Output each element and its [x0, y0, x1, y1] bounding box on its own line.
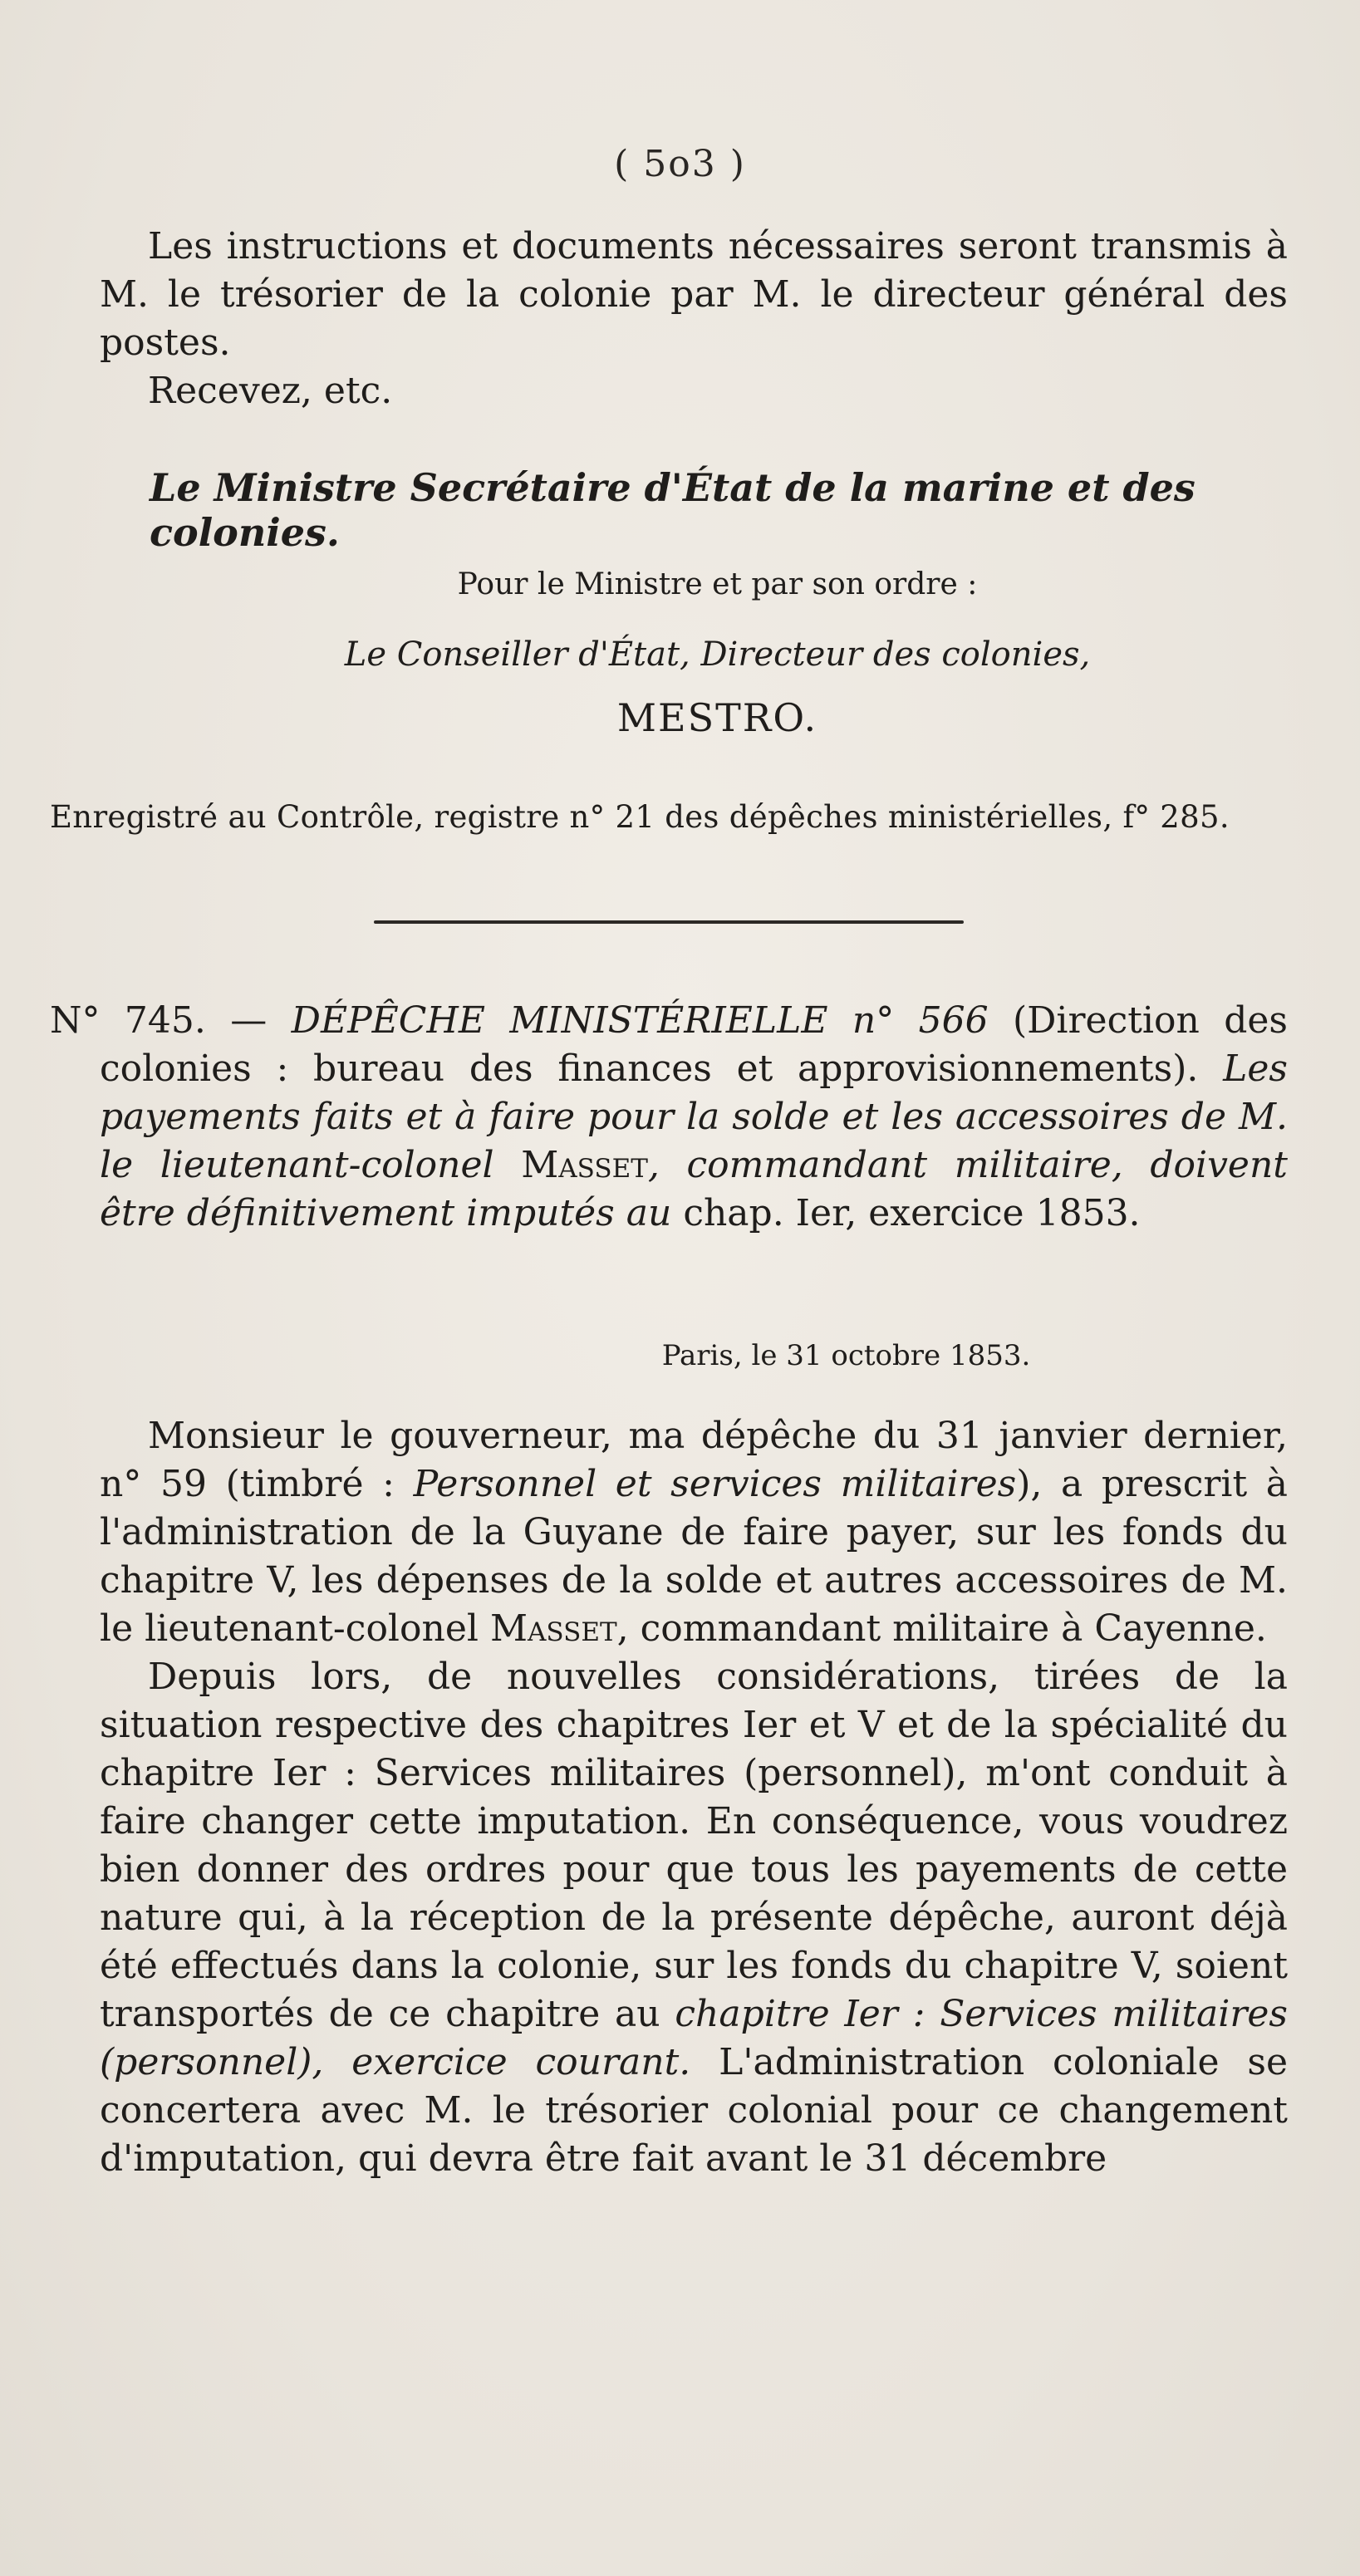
- dispatch-ref: n° 566: [852, 999, 989, 1042]
- dispatch-number: N° 745. —: [50, 999, 268, 1042]
- dispatch-body: [100, 1412, 1288, 2183]
- body-paragraph-1: [100, 1412, 1288, 1653]
- dispatch-subject-tail: chap. Ier, exercice 1853.: [683, 1192, 1141, 1234]
- dispatch-subject-name: Masset: [521, 1144, 648, 1186]
- body-p2-start: Depuis lors, de nouvelles considérations, tirées de la situation respective des chapitres Ier et V et de la spécialité du chapitre Ier : Services militaires (personnel), m'ont conduit à faire changer cette imputation. En conséquence, vous voudrez bien donner des ordres pour que tous les payements de cette nature qui, à la réception de la présente dépêche, auront déjà été effectués dans la colonie, sur les fonds du chapitre V, soient transportés de ce chapitre au: [100, 1656, 1288, 2035]
- dispatch-subject-continued: , commandant militaire, doivent être définitivement imputés au: [100, 1144, 1288, 1234]
- body-p1-end: , commandant militaire à Cayenne.: [616, 1607, 1267, 1650]
- signatory-name: MESTRO.: [616, 695, 818, 740]
- heading-paragraph: [50, 997, 1288, 1238]
- minister-title: Le Ministre Secrétaire d'État de la marine et des colonies.: [150, 465, 1196, 555]
- section-divider: [374, 920, 964, 924]
- intro-paragraph: [100, 223, 1288, 367]
- by-order-line: Pour le Ministre et par son ordre :: [457, 567, 978, 601]
- body-p1-italic: Personnel et services militaires: [413, 1463, 1017, 1505]
- body-p2-italic: chapitre Ier : Services militaires (personnel), exercice courant.: [100, 1993, 1288, 2083]
- body-p1-name: Masset: [489, 1607, 617, 1650]
- dispatch-subject: Les payements faits et à faire pour la solde et les accessoires de M. le lieutenant-colonel: [100, 1048, 1288, 1186]
- body-p2-end: L'administration coloniale se concertera avec M. le trésorier colonial pour ce changement d'imputation, qui devra être fait avant le 31 décembre: [100, 2041, 1288, 2180]
- intro-text: Les instructions et documents nécessaires seront transmis à M. le trésorier de la colonie par M. le directeur général des postes.: [100, 225, 1288, 364]
- registration-note: Enregistré au Contrôle, registre n° 21 des dépêches ministérielles, f° 285.: [50, 799, 1230, 835]
- dispatch-direction: (Direction des colonies : bureau des finances et approvisionnements).: [100, 999, 1288, 1090]
- dispatch-title: DÉPÊCHE MINISTÉRIELLE: [291, 999, 828, 1042]
- dispatch-heading: [50, 997, 1288, 1238]
- closing-text: Recevez, etc.: [148, 370, 393, 412]
- body-paragraph-2: [100, 1653, 1288, 2183]
- body-p1-start: Monsieur le gouverneur, ma dépêche du 31 janvier dernier, n° 59 (timbré :: [100, 1415, 1288, 1505]
- date-line: Paris, le 31 octobre 1853.: [661, 1339, 1031, 1372]
- page-number: ( 5o3 ): [614, 143, 746, 185]
- body-p1-middle: ), a prescrit à l'administration de la Guyane de faire payer, sur les fonds du chapitre V, les dépenses de la solde et autres accessoires de M. le lieutenant-colonel: [100, 1463, 1288, 1650]
- signatory-title: Le Conseiller d'État, Directeur des colonies,: [344, 635, 1091, 674]
- closing-paragraph: [100, 367, 1288, 415]
- intro-block: [100, 223, 1288, 415]
